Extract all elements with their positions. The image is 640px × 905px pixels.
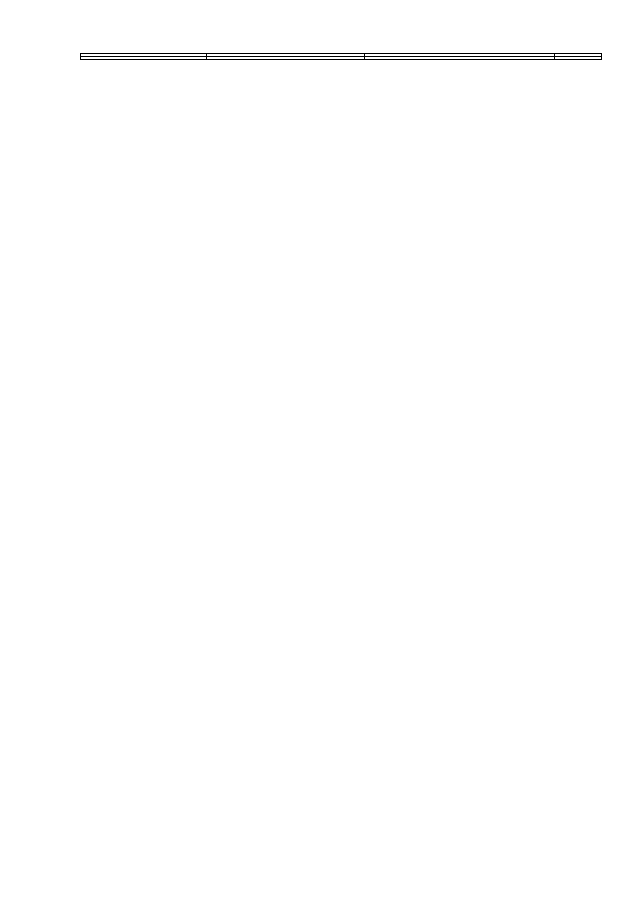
total-empty-2 bbox=[365, 57, 555, 60]
total-area bbox=[555, 57, 602, 60]
forest-use-table bbox=[80, 53, 602, 60]
total-label bbox=[81, 57, 207, 60]
total-empty-1 bbox=[207, 57, 365, 60]
total-row bbox=[81, 57, 602, 60]
